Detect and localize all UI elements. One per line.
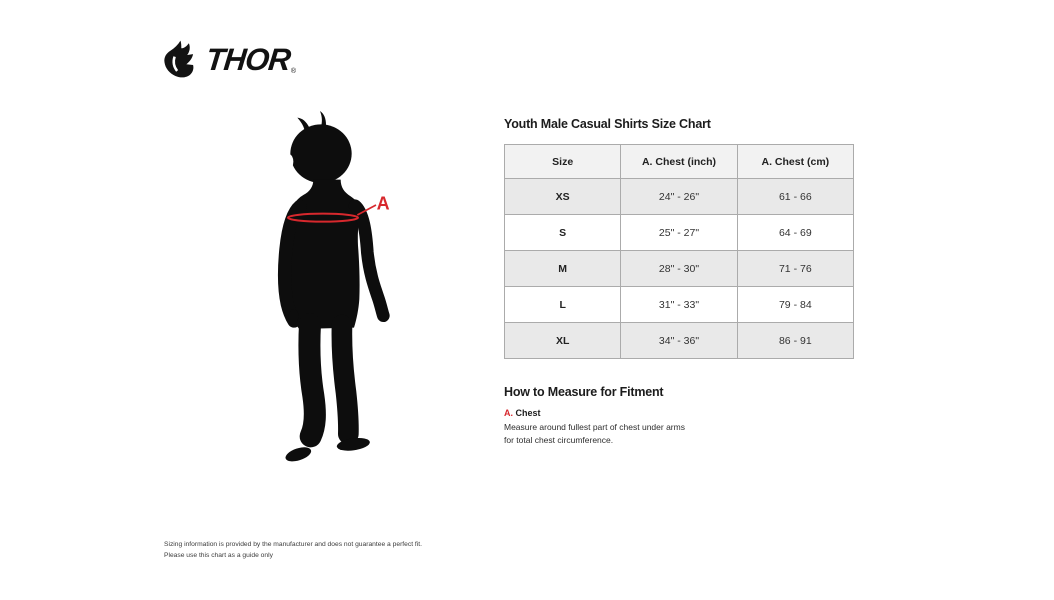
measurement-cell: 34" - 36" xyxy=(621,323,737,359)
table-row xyxy=(505,215,854,251)
size-chart-title: Youth Male Casual Shirts Size Chart xyxy=(504,117,711,131)
size-chart-content xyxy=(504,117,856,447)
measurement-cell: 61 - 66 xyxy=(737,179,853,215)
table-row xyxy=(505,179,854,215)
measurement-cell: 31" - 33" xyxy=(621,287,737,323)
measurement-cell: 86 - 91 xyxy=(737,323,853,359)
measure-item-chest xyxy=(504,408,856,447)
size-cell: XS xyxy=(505,179,621,215)
trademark-symbol: ® xyxy=(290,68,296,75)
child-silhouette xyxy=(260,108,460,490)
measure-item-key: A. xyxy=(504,408,513,418)
brand-name: THOR xyxy=(204,42,292,77)
thor-helmet-icon xyxy=(162,38,204,82)
measurement-cell: 24" - 26" xyxy=(621,179,737,215)
size-cell: S xyxy=(505,215,621,251)
table-row xyxy=(505,287,854,323)
measure-guide-section xyxy=(504,385,856,447)
size-cell: M xyxy=(505,251,621,287)
measurement-cell: 71 - 76 xyxy=(737,251,853,287)
column-header: Size xyxy=(505,145,621,179)
measurement-cell: 25" - 27" xyxy=(621,215,737,251)
measurement-cell: 64 - 69 xyxy=(737,215,853,251)
measurement-cell: 79 - 84 xyxy=(737,287,853,323)
table-row xyxy=(505,323,854,359)
measure-item-label xyxy=(504,408,856,418)
column-header: A. Chest (cm) xyxy=(737,145,853,179)
brand-logo xyxy=(162,38,296,82)
size-cell: XL xyxy=(505,323,621,359)
measure-item-description: Measure around fullest part of chest under arms for total chest circumference. xyxy=(504,422,685,445)
disclaimer-line-2: Please use this chart as a guide only xyxy=(164,551,273,559)
chest-annotation-label: A xyxy=(376,193,390,214)
size-table xyxy=(504,144,854,359)
measure-guide-title: How to Measure for Fitment xyxy=(504,385,664,399)
sizing-disclaimer xyxy=(164,540,422,561)
disclaimer-line-1: Sizing information is provided by the manufacturer and does not guarantee a perfect fit. xyxy=(164,541,422,548)
table-row xyxy=(505,251,854,287)
column-header: A. Chest (inch) xyxy=(621,145,737,179)
measurement-figure xyxy=(260,108,460,490)
measure-item-name: Chest xyxy=(515,408,541,418)
size-table-body xyxy=(505,179,854,359)
measurement-cell: 28" - 30" xyxy=(621,251,737,287)
size-cell: L xyxy=(505,287,621,323)
size-table-head-row xyxy=(505,145,854,179)
